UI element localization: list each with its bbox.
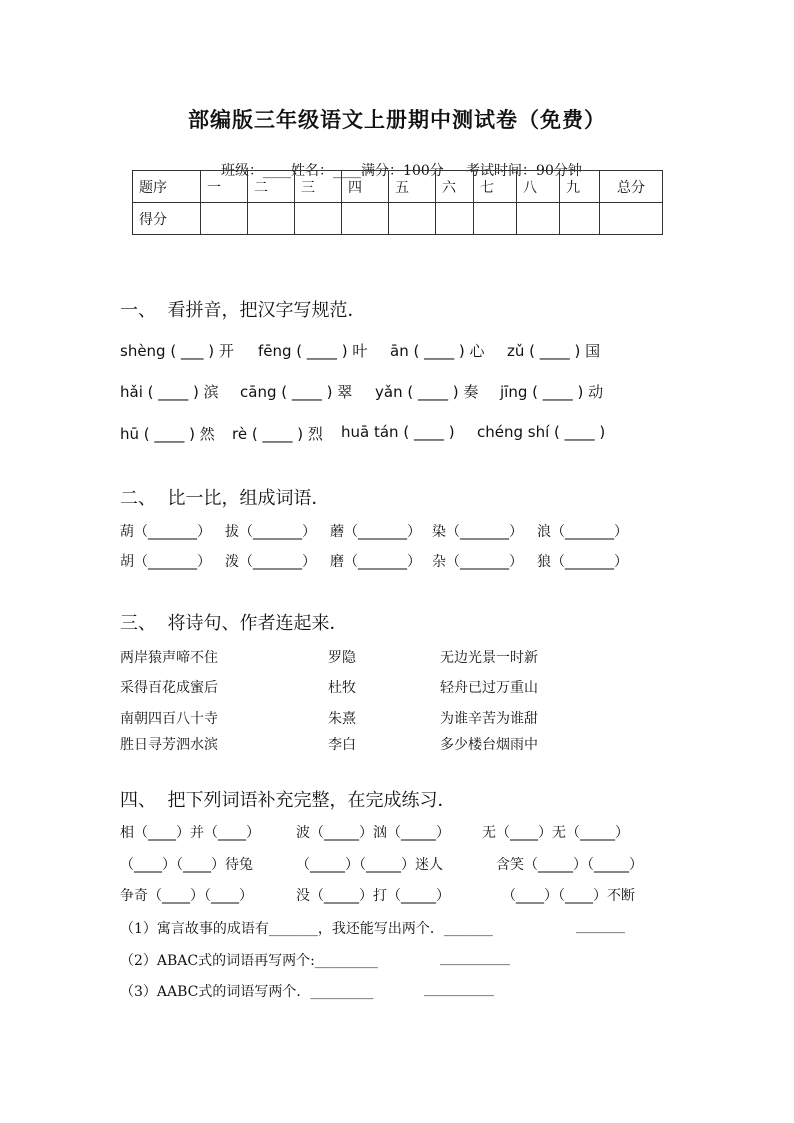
word-pair-item: 浪（_______） bbox=[537, 524, 628, 540]
table-header-cell: 五 bbox=[389, 171, 436, 203]
score-cell[interactable] bbox=[201, 203, 248, 235]
score-cell[interactable] bbox=[342, 203, 389, 235]
word-pair-item: 狼（_______） bbox=[537, 554, 628, 570]
poem-line: 为谁辛苦为谁甜 bbox=[440, 711, 538, 727]
score-table-score-row bbox=[133, 203, 663, 235]
page-title: 部编版三年级语文上册期中测试卷（免费） bbox=[188, 107, 606, 132]
table-header-cell: 九 bbox=[560, 171, 600, 203]
idiom-item: 相（____）并（____） bbox=[120, 825, 260, 841]
score-cell[interactable] bbox=[248, 203, 295, 235]
section-4-heading: 四、 把下列词语补充完整，在完成练习． bbox=[120, 790, 456, 811]
poem-line: 多少楼台烟雨中 bbox=[440, 737, 538, 753]
pinyin-item: yǎn ( ____ ) 奏 bbox=[375, 383, 479, 401]
section-1-heading: 一、 看拼音，把汉字写规范． bbox=[120, 300, 366, 321]
poem-line: 两岸猿声啼不住 bbox=[120, 650, 218, 666]
score-cell[interactable] bbox=[517, 203, 560, 235]
score-cell[interactable] bbox=[560, 203, 600, 235]
name-field: 姓名：____ bbox=[291, 163, 362, 179]
score-table-header-row bbox=[133, 171, 663, 203]
poet-name: 杜牧 bbox=[328, 680, 356, 696]
table-header-cell: 一 bbox=[201, 171, 248, 203]
score-cell[interactable] bbox=[295, 203, 342, 235]
word-pair-item: 磨（_______） bbox=[330, 554, 421, 570]
pinyin-item: rè ( ____ ) 烈 bbox=[232, 425, 323, 443]
score-cell[interactable] bbox=[600, 203, 663, 235]
pinyin-item: hū ( ____ ) 然 bbox=[120, 425, 215, 443]
full-score: 满分：100分 bbox=[361, 163, 444, 179]
idiom-item: （_____）（_____）迷人 bbox=[296, 857, 443, 873]
pinyin-item: fēng ( ____ ) 叶 bbox=[258, 342, 368, 360]
word-pair-item: 胡（_______） bbox=[120, 554, 211, 570]
poet-name: 罗隐 bbox=[328, 650, 356, 666]
question-1: （1）寓言故事的成语有_______，我还能写出两个．_______ bbox=[120, 921, 493, 937]
table-header-cell: 八 bbox=[517, 171, 560, 203]
table-row-label: 得分 bbox=[133, 203, 201, 235]
word-pair-item: 染（_______） bbox=[432, 524, 523, 540]
pinyin-item: ān ( ____ ) 心 bbox=[390, 342, 485, 360]
score-cell[interactable] bbox=[436, 203, 474, 235]
idiom-item: 含笑（_____）（_____） bbox=[496, 857, 643, 873]
idiom-item: 波（_____）汹（_____） bbox=[296, 825, 450, 841]
idiom-item: （____）（____）不断 bbox=[502, 888, 635, 904]
table-header-cell: 总分 bbox=[600, 171, 663, 203]
table-header-cell: 题序 bbox=[133, 171, 201, 203]
section-3-heading: 三、 将诗句、作者连起来． bbox=[120, 613, 348, 634]
table-header-cell: 六 bbox=[436, 171, 474, 203]
idiom-item: （____）（____）待兔 bbox=[120, 857, 253, 873]
table-header-cell: 四 bbox=[342, 171, 389, 203]
word-pair-item: 泼（_______） bbox=[225, 554, 316, 570]
poem-line: 轻舟已过万重山 bbox=[440, 680, 538, 696]
question-3: （3）AABC式的词语写两个．_________ bbox=[120, 984, 374, 1000]
pinyin-item: chéng shí ( ____ ) bbox=[477, 423, 606, 441]
table-header-cell: 三 bbox=[295, 171, 342, 203]
score-cell[interactable] bbox=[389, 203, 436, 235]
pinyin-item: cāng ( ____ ) 翠 bbox=[240, 383, 353, 401]
poem-line: 胜日寻芳泗水滨 bbox=[120, 737, 218, 753]
word-pair-item: 蘑（_______） bbox=[330, 524, 421, 540]
question-2: （2）ABAC式的词语再写两个:_________ bbox=[120, 953, 378, 969]
answer-blank[interactable]: __________ bbox=[424, 981, 494, 997]
answer-blank[interactable]: _______ bbox=[576, 918, 625, 934]
section-2-heading: 二、 比一比，组成词语． bbox=[120, 488, 330, 509]
word-pair-item: 拔（_______） bbox=[225, 524, 316, 540]
table-header-cell: 二 bbox=[248, 171, 295, 203]
class-field: 班级：____ bbox=[221, 163, 292, 179]
pinyin-item: hǎi ( ____ ) 滨 bbox=[120, 383, 219, 401]
pinyin-item: shèng ( ___ ) 开 bbox=[120, 342, 234, 360]
word-pair-item: 杂（_______） bbox=[432, 554, 523, 570]
score-cell[interactable] bbox=[474, 203, 517, 235]
poem-line: 南朝四百八十寺 bbox=[120, 711, 218, 727]
word-pair-item: 葫（_______） bbox=[120, 524, 211, 540]
pinyin-item: huā tán ( ____ ) bbox=[341, 423, 455, 441]
poem-line: 无边光景一时新 bbox=[440, 650, 538, 666]
poet-name: 李白 bbox=[328, 737, 356, 753]
exam-time: 考试时间：90分钟 bbox=[466, 163, 582, 179]
answer-blank[interactable]: __________ bbox=[440, 950, 510, 966]
idiom-item: 没（_____）打（_____） bbox=[296, 888, 450, 904]
idiom-item: 争奇（____）（____） bbox=[120, 888, 253, 904]
pinyin-item: jīng ( ____ ) 动 bbox=[500, 383, 604, 401]
table-header-cell: 七 bbox=[474, 171, 517, 203]
poem-line: 采得百花成蜜后 bbox=[120, 680, 218, 696]
idiom-item: 无（____）无（_____） bbox=[482, 825, 629, 841]
pinyin-item: zǔ ( ____ ) 国 bbox=[507, 342, 601, 360]
score-table bbox=[132, 170, 663, 235]
poet-name: 朱熹 bbox=[328, 711, 356, 727]
